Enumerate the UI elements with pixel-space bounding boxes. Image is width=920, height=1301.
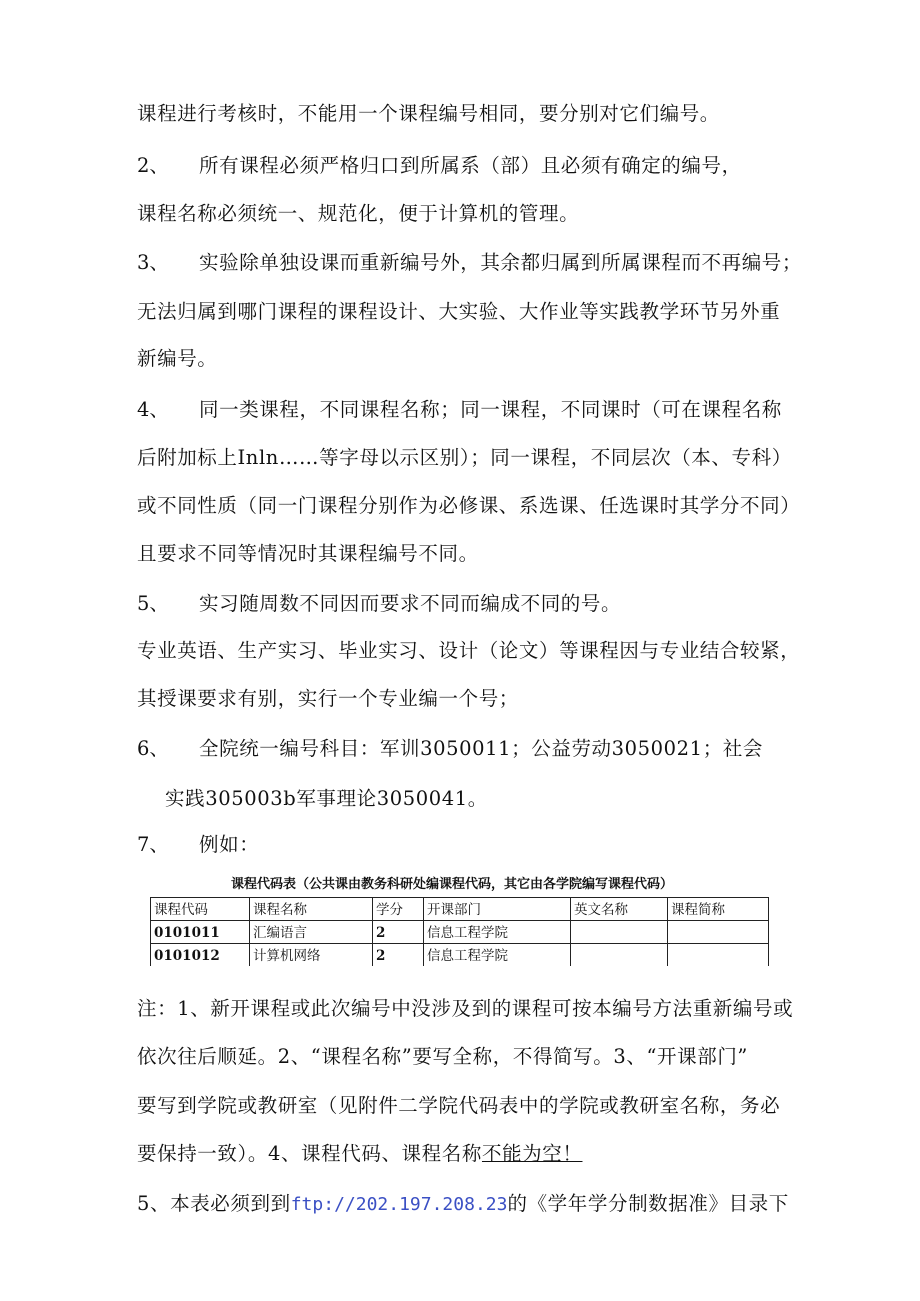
item-3-text: 实验除单独设课而重新编号外，其余都归属到所属课程而不再编号； [199,251,803,274]
table-cell: 计算机网络 [250,944,373,967]
table-cell: 0101011 [151,921,250,944]
course-code-table [150,897,769,966]
table-cell: 2 [373,921,424,944]
table-cell: 信息工程学院 [424,944,571,967]
table-cell [571,921,668,944]
paragraph-line: 且要求不同等情况时其课程编号不同。 [137,542,479,565]
paragraph-line: 课程名称必须统一、规范化，便于计算机的管理。 [137,202,580,225]
table-row [151,944,769,967]
note-text: 要保持一致）。4、课程代码、课程名称 [137,1142,482,1165]
paragraph-line: 后附加标上Inln……等字母以示区别）；同一课程，不同层次（本、专科） [137,446,792,469]
paragraph-line: 或不同性质（同一门课程分别作为必修课、系选课、任选课时其学分不同） [137,494,801,517]
header-cell: 课程名称 [250,898,373,921]
paragraph-line: 课程进行考核时，不能用一个课程编号相同，要分别对它们编号。 [137,102,720,125]
table-cell: 信息工程学院 [424,921,571,944]
underlined-warning: 不能为空！ [481,1142,583,1165]
item-number-6: 6、 [137,737,169,760]
item-number-2: 2、 [137,154,169,177]
table-cell: 2 [373,944,424,967]
table-row [151,921,769,944]
note-line [137,1140,582,1168]
item-5-text: 实习随周数不同因而要求不同而编成不同的号。 [199,592,622,615]
table-cell [668,921,769,944]
paragraph-line: 新编号。 [137,347,218,370]
note-line: 要写到学院或教研室（见附件二学院代码表中的学院或教研室名称，务必 [137,1094,781,1117]
header-cell: 开课部门 [424,898,571,921]
item-2-text: 所有课程必须严格归口到所属系（部）且必须有确定的编号， [199,154,742,177]
table-cell [668,944,769,967]
note-text: 5、本表必须到到 [137,1192,291,1215]
table-cell [571,944,668,967]
note-text: 的《学年学分制数据准》目录下 [507,1192,789,1215]
table-header-row [151,898,769,921]
table-cell: 汇编语言 [250,921,373,944]
header-cell: 英文名称 [571,898,668,921]
item-number-4: 4、 [137,398,169,421]
table-caption: 课程代码表（公共课由教务科研处编课程代码，其它由各学院编写课程代码） [230,877,673,892]
item-7-text: 例如： [199,833,260,856]
ftp-link[interactable]: ftp://202.197.208.23 [290,1194,508,1215]
item-6-text: 全院统一编号科目：军训3050011；公益劳动3050021；社会 [199,737,763,760]
header-cell: 课程代码 [151,898,250,921]
note-line [137,1190,789,1219]
item-4-text: 同一类课程，不同课程名称；同一课程，不同课时（可在课程名称 [199,398,782,421]
paragraph-line: 实践305003b军事理论3050041。 [165,787,488,810]
note-line: 注：1、新开课程或此次编号中没涉及到的课程可按本编号方法重新编号或 [137,997,794,1020]
table-cell: 0101012 [151,944,250,967]
header-cell: 学分 [373,898,424,921]
header-cell: 课程简称 [668,898,769,921]
item-number-5: 5、 [137,592,169,615]
item-number-7: 7、 [137,833,169,856]
paragraph-line: 其授课要求有别，实行一个专业编一个号； [137,687,519,710]
paragraph-line: 无法归属到哪门课程的课程设计、大实验、大作业等实践教学环节另外重 [137,300,781,323]
paragraph-line: 专业英语、生产实习、毕业实习、设计（论文）等课程因与专业结合较紧， [137,639,801,662]
item-number-3: 3、 [137,251,169,274]
note-line: 依次往后顺延。2、“课程名称”要写全称，不得简写。3、“开课部门” [137,1045,748,1068]
